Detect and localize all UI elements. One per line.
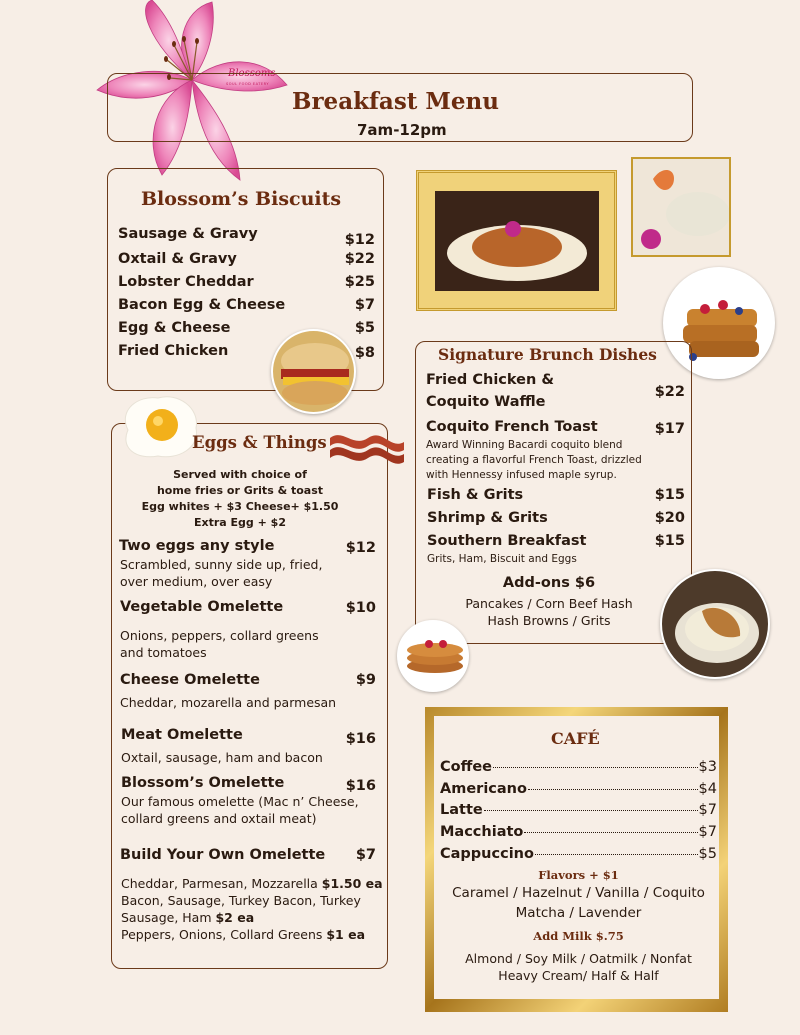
- biscuit-item-name: Sausage & Gravy: [118, 226, 258, 242]
- eggs-item-desc: Scrambled, sunny side up, fried,: [120, 557, 323, 572]
- biscuit-item-price: $5: [354, 320, 375, 336]
- eggs-item-name: Build Your Own Omelette: [120, 847, 326, 863]
- eggs-item-name: Two eggs any style: [119, 538, 275, 554]
- cafe-item: Coffee $3: [440, 759, 717, 775]
- eggs-note: Egg whites + $3 Cheese+ $1.50: [141, 500, 339, 513]
- sig-item-price: $17: [654, 421, 685, 437]
- eggs-note: Served with choice of: [173, 468, 307, 481]
- sig-item-desc: creating a flavorful French Toast, drizzled: [426, 454, 642, 466]
- biscuit-item-price: $8: [354, 345, 375, 361]
- addons-line: Hash Browns / Grits: [487, 613, 611, 628]
- eggs-item-price: $16: [345, 731, 376, 747]
- eggs-item-desc: over medium, over easy: [120, 574, 273, 589]
- biscuit-item-price: $12: [344, 232, 375, 248]
- eggs-note: home fries or Grits & toast: [156, 484, 324, 497]
- leader-dots: [493, 767, 698, 768]
- eggs-item-desc: and tomatoes: [120, 645, 207, 660]
- eggs-item-price: $7: [355, 847, 376, 863]
- sig-item-desc: Grits, Ham, Biscuit and Eggs: [427, 553, 577, 565]
- eggs-item-price: $12: [345, 540, 376, 556]
- eggs-item-price: $10: [345, 600, 376, 616]
- biscuit-item-name: Oxtail & Gravy: [118, 251, 237, 267]
- eggs-item-price: $16: [345, 778, 376, 794]
- eggs-item-desc: Onions, peppers, collard greens: [120, 628, 319, 643]
- sig-item-name: Coquito French Toast: [426, 419, 598, 435]
- build-option: Cheddar, Parmesan, Mozzarella $1.50 ea: [121, 876, 383, 891]
- shrimp-grits-photo: [631, 157, 731, 257]
- sig-item-name: Southern Breakfast: [427, 533, 587, 549]
- leader-dots: [528, 789, 698, 790]
- leader-dots: [524, 832, 697, 833]
- biscuit-item-name: Fried Chicken: [118, 343, 229, 359]
- menu-hours: 7am-12pm: [357, 121, 447, 139]
- build-option: Bacon, Sausage, Turkey Bacon, Turkey: [121, 893, 361, 908]
- build-option: Peppers, Onions, Collard Greens $1 ea: [121, 927, 366, 942]
- sig-item-name: Coquito Waffle: [426, 394, 546, 410]
- logo-script-text: Blossoms: [228, 68, 276, 79]
- page-title: Breakfast Menu: [292, 88, 499, 115]
- sig-item-name: Shrimp & Grits: [427, 510, 548, 526]
- sig-item-desc: with Hennessy infused maple syrup.: [426, 469, 617, 481]
- logo-tagline: SOUL FOOD EATERY: [226, 82, 269, 86]
- eggs-item-desc: Cheddar, mozarella and parmesan: [120, 695, 337, 710]
- eggs-item-desc: Our famous omelette (Mac n’ Cheese,: [121, 794, 359, 809]
- eggs-note: Extra Egg + $2: [194, 516, 286, 529]
- chicken-waffle-photo: [416, 170, 617, 311]
- biscuit-item-price: $22: [344, 251, 375, 267]
- cafe-item: Latte $7: [440, 802, 717, 818]
- eggs-item-price: $9: [355, 672, 376, 688]
- eggs-title: Eggs & Things: [192, 433, 327, 452]
- sig-item-name: Fried Chicken &: [426, 372, 554, 388]
- sig-item-price: $15: [654, 533, 685, 549]
- biscuit-item-price: $7: [354, 297, 375, 313]
- biscuits-title: Blossom’s Biscuits: [141, 188, 342, 210]
- sig-item-price: $22: [654, 384, 685, 400]
- fish-grits-photo: [660, 569, 770, 679]
- biscuit-sandwich-photo: [271, 329, 356, 414]
- build-option: Sausage, Ham $2 ea: [121, 910, 255, 925]
- sig-item-name: Fish & Grits: [427, 487, 524, 503]
- flavors-line: Matcha / Lavender: [515, 905, 642, 921]
- biscuit-item-price: $25: [344, 274, 375, 290]
- cafe-item: Macchiato $7: [440, 824, 717, 840]
- bacon-image: [328, 420, 406, 475]
- eggs-item-name: Meat Omelette: [121, 727, 243, 743]
- cafe-item: Americano $4: [440, 781, 717, 797]
- eggs-item-name: Blossom’s Omelette: [121, 775, 285, 791]
- flavors-title: Flavors + $1: [538, 868, 619, 882]
- flavors-line: Caramel / Hazelnut / Vanilla / Coquito: [452, 885, 705, 901]
- biscuit-item-name: Egg & Cheese: [118, 320, 231, 336]
- eggs-item-name: Cheese Omelette: [120, 672, 260, 688]
- sig-item-price: $15: [654, 487, 685, 503]
- addons-title: Add-ons $6: [502, 575, 596, 591]
- addons-line: Pancakes / Corn Beef Hash: [465, 596, 633, 611]
- eggs-item-desc: Oxtail, sausage, ham and bacon: [121, 750, 323, 765]
- leader-dots: [535, 854, 698, 855]
- milk-title: Add Milk $.75: [533, 929, 624, 943]
- biscuit-item-name: Lobster Cheddar: [118, 274, 254, 290]
- milk-line: Almond / Soy Milk / Oatmilk / Nonfat: [465, 951, 692, 966]
- cafe-title: CAFÉ: [551, 729, 600, 748]
- eggs-item-desc: collard greens and oxtail meat): [121, 811, 317, 826]
- sig-item-desc: Award Winning Bacardi coquito blend: [426, 439, 623, 451]
- biscuit-item-name: Bacon Egg & Cheese: [118, 297, 286, 313]
- fried-egg-image: [118, 390, 202, 462]
- milk-line: Heavy Cream/ Half & Half: [498, 968, 659, 983]
- signature-title: Signature Brunch Dishes: [438, 345, 657, 364]
- sig-item-price: $20: [654, 510, 685, 526]
- leader-dots: [484, 810, 698, 811]
- cafe-item: Cappuccino $5: [440, 846, 717, 862]
- eggs-item-name: Vegetable Omelette: [120, 599, 284, 615]
- pancakes-photo: [397, 620, 469, 692]
